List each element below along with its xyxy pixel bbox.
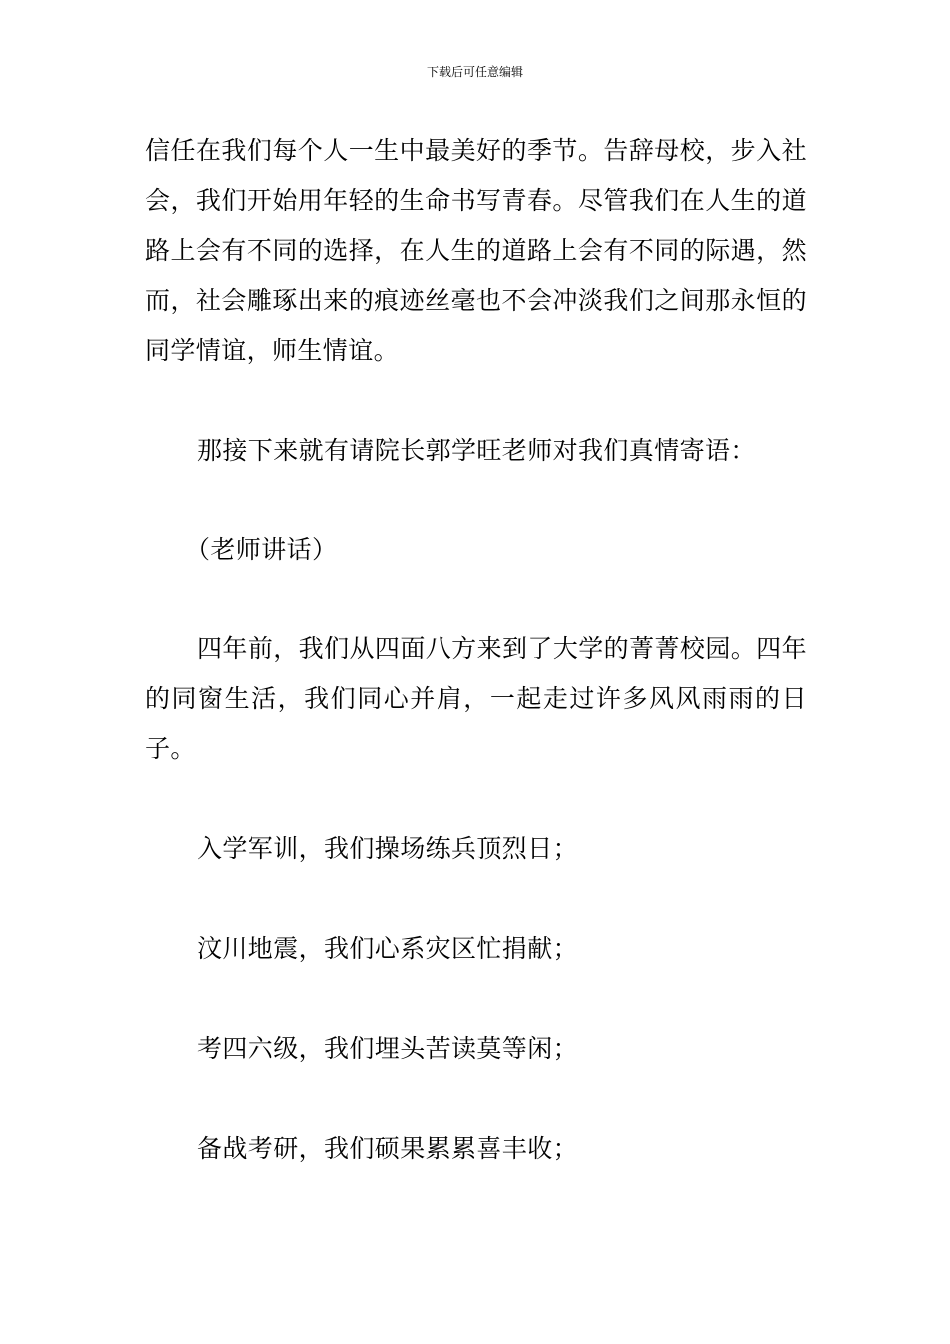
paragraph-7: 考四六级，我们埋头苦读莫等闲；	[197, 1034, 579, 1063]
paragraph-3: （老师讲话）	[185, 535, 338, 564]
page-header: 下载后可任意编辑	[426, 65, 523, 79]
paragraph-5: 入学军训，我们操场练兵顶烈日；	[197, 834, 579, 863]
paragraph-2: 那接下来就有请院长郭学旺老师对我们真情寄语：	[197, 436, 756, 465]
paragraph-4: 四年前，我们从四面八方来到了大学的菁菁校园。四年的同窗生活，我们同心并肩，一起走过许多风风雨雨的日子。	[145, 634, 807, 763]
paragraph-1: 信任在我们每个人一生中最美好的季节。告辞母校，步入社会，我们开始用年轻的生命书写青春。尽管我们在人生的道路上会有不同的选择，在人生的道路上会有不同的际遇，然而，社会雕琢出来的痕迹丝毫也不会冲淡我们之间那永恒的同学情谊，师生情谊。	[145, 136, 807, 365]
paragraph-8: 备战考研，我们硕果累累喜丰收；	[197, 1134, 579, 1163]
paragraph-6: 汶川地震，我们心系灾区忙捐献；	[197, 934, 579, 963]
